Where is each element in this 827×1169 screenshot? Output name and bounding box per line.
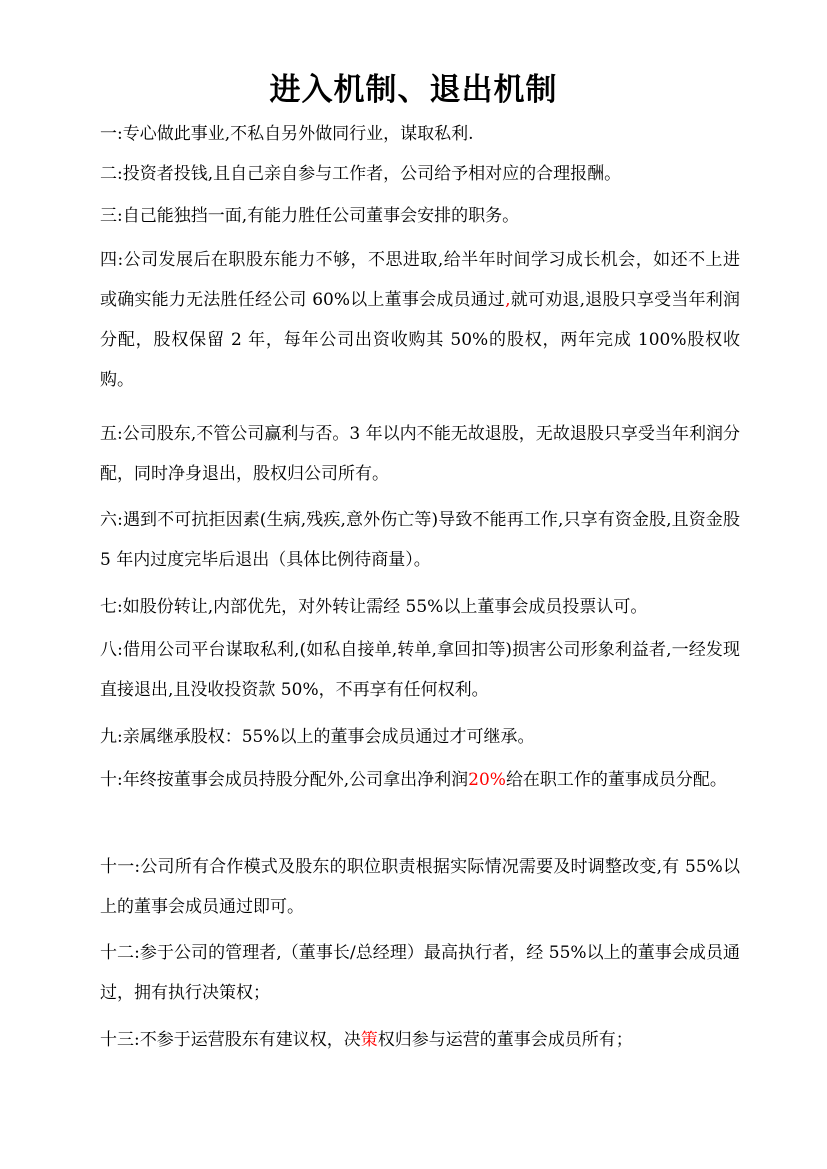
list-item: [100, 760, 740, 800]
item-text: 三:自己能独挡一面,有能力胜任公司董事会安排的职务。: [100, 206, 520, 226]
list-item: [100, 154, 740, 194]
list-item: [100, 240, 740, 400]
item-text-pre: 十:年终按董事会成员持股分配外,公司拿出净利润: [100, 770, 469, 790]
list-item: [100, 196, 740, 236]
item-text: 十一:公司所有合作模式及股东的职位职责根据实际情况需要及时调整改变,有 55%以上的董事会成员通过即可。: [100, 857, 740, 917]
item-text: 七:如股份转让,内部优先，对外转让需经 55%以上董事会成员投票认可。: [100, 597, 648, 617]
list-item: [100, 847, 740, 927]
item-text: 五:公司股东,不管公司赢利与否。3 年以内不能无故退股，无故退股只享受当年利润分配，同时净身退出，股权归公司所有。: [100, 424, 740, 484]
item-text-pre: 四:公司发展后在职股东能力不够，不思进取,给半年时间学习成长机会，如还不上进或确实能力无法胜任经公司 60%以上董事会成员通过: [100, 250, 740, 310]
item-text-pre: 十三:不参于运营股东有建议权，决: [100, 1030, 361, 1050]
item-text-post: 权归参与运营的董事会成员所有；: [377, 1030, 633, 1050]
list-item: [100, 933, 740, 1013]
item-text: 八:借用公司平台谋取私利,(如私自接单,转单,拿回扣等)损害公司形象利益者,一经发现直接退出,且没收投资款 50%，不再享有任何权利。: [100, 640, 740, 700]
item-text-highlight: 20%: [468, 770, 506, 790]
list-item: [100, 587, 740, 627]
item-text: 一:专心做此事业,不私自另外做同行业，谋取私利.: [100, 124, 474, 144]
list-item: [100, 414, 740, 494]
item-text-highlight: 策: [360, 1030, 378, 1050]
list-item: [100, 500, 740, 580]
item-text: 六:遇到不可抗拒因素(生病,残疾,意外伤亡等)导致不能再工作,只享有资金股,且资金股 5 年内过度完毕后退出（具体比例待商量）。: [100, 510, 740, 570]
page-title: 进入机制、退出机制: [269, 72, 558, 108]
list-item: [100, 630, 740, 710]
item-text: 十二:参于公司的管理者,（董事长/总经理）最高执行者，经 55%以上的董事会成员通过，拥有执行决策权；: [100, 943, 740, 1003]
item-text: 九:亲属继承股权：55%以上的董事会成员通过才可继承。: [100, 727, 535, 747]
list-item: [100, 717, 740, 757]
item-text-post: 给在职工作的董事成员分配。: [505, 770, 727, 790]
item-text: 二:投资者投钱,且自己亲自参与工作者，公司给予相对应的合理报酬。: [100, 164, 622, 184]
list-item: [100, 1020, 740, 1060]
item-text-highlight: ,: [505, 290, 511, 310]
list-item: [100, 114, 740, 154]
item-text-post: 就可劝退,退股只享受当年利润分配，股权保留 2 年，每年公司出资收购其 50%的股权，两年完成 100%股权收购。: [100, 290, 740, 390]
